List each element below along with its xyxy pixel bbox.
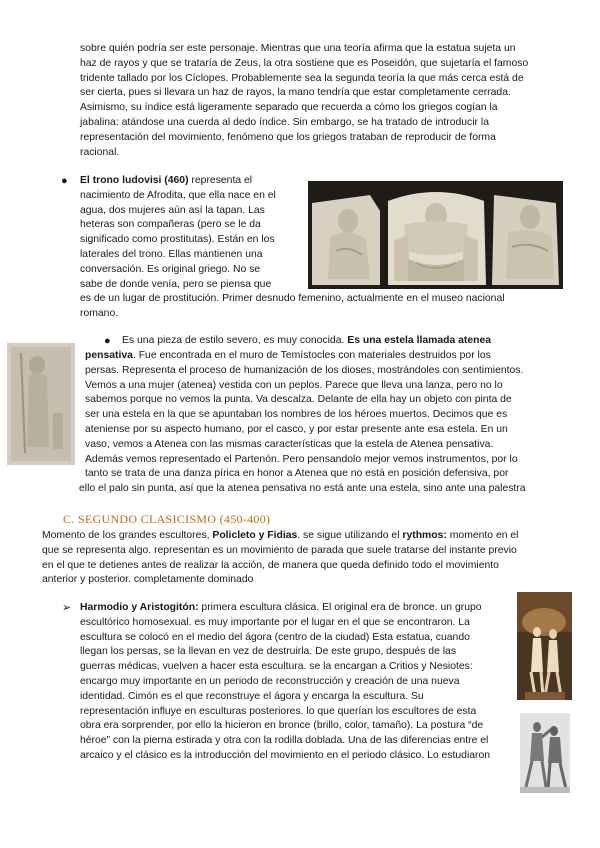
bullet-trono: ● xyxy=(61,175,68,187)
text-line: que se representa algo. representan es un movimiento de parada que suele tratarse del instante previo xyxy=(42,544,517,556)
text-line: escultórico homosexual. es muy importante por el lugar en el que se encontraron. La xyxy=(80,616,470,628)
text-line: escultura se colocó en el medio del ágora (centro de la ciudad) Esta estatua, cuando xyxy=(80,631,470,643)
estela-title: Es una estela llamada atenea xyxy=(347,335,492,346)
text-line: identidad. Cimón es el que reconstruye el ágora y encarga la escultura. Su xyxy=(80,690,424,702)
text-line: vaso, vemos a Atenea con las mismas características que la estela de Atenea pensativa. xyxy=(85,438,494,450)
statue-bw-illustration xyxy=(520,713,570,793)
text-line: laterales del trono. Ellas mantienen una xyxy=(80,248,263,260)
text-line: sobre quién podría ser este personaje. Mientras que una teoría afirma que la estatua sujeta un xyxy=(80,43,516,54)
intro-paragraph xyxy=(80,42,550,160)
harmodio-title: Harmodio y Aristogitón: xyxy=(80,602,199,613)
text-line: llegan los persas, se la llevan en vez de destruirla. De este grupo, después de las xyxy=(80,646,457,658)
text-line: Vemos a una mujer (atenea) vestida con un peplos. Parece que lleva una lanza, pero no lo xyxy=(85,379,503,391)
harmodio-museum-image xyxy=(517,592,572,700)
text-line: ser una estela en la que se apuntaban los nombres de los héroes muertos. Decimos que es xyxy=(85,409,508,421)
text-line: nacimiento de Afrodita, que ella nace en el xyxy=(80,189,276,201)
text-line: en el que te detienes antes de realizar la acción, de manera que queda definido todo el movimiento xyxy=(42,559,499,571)
bullet-estela: ● xyxy=(104,335,111,347)
text-line: obra era sorprender, por ello la hicieron en bronce (brillo, color, tamaño). La postura “de xyxy=(80,720,484,732)
text-line: tridente tallado por los Cíclopes. Probablemente sea la segunda teoría la que más cerca está de xyxy=(80,72,524,84)
text-line: Asimismo, su índice está ligeramente separado que recuerda a cómo los griegos cogían la xyxy=(80,102,498,114)
harmodio-paragraph xyxy=(80,601,510,764)
text-line: heteras son compañeras (pero se le da xyxy=(80,219,261,231)
section-c-paragraph xyxy=(42,529,562,588)
text-line: ser cierta, pues si llevara un haz de rayos, la mano tendría que estar completamente cerrada. xyxy=(80,87,511,99)
text-line: es de un lugar de prostitución. Primer desnudo femenino, actualmente en el museo nacional xyxy=(80,293,505,304)
text-line: ello el palo sin punta, así que la atenea pensativa no está ante una estela, sino ante una palestra xyxy=(79,483,526,495)
text-line: héroe” con la pierna estirada y otra con la rodilla doblada. Una de las diferencias entre el xyxy=(80,735,489,747)
trono-title: El trono ludovisi (460) xyxy=(80,175,189,186)
text-line: persas. Representa el proceso de humanización de los dioses, mostrándoles con sentimientos. xyxy=(85,364,524,376)
text-line: anterior y posterior. completamente dominado xyxy=(42,574,254,586)
text-line: sabemos porque no vemos la punta. Va descalza. Delante de ella hay un objeto con pinta de xyxy=(85,394,512,406)
text-line: significado como prostitutas). Están en los xyxy=(80,234,275,246)
text-line: ateniense por su aspecto humano, por el casco, y por estar presente ante esa estela. En un xyxy=(85,423,508,435)
text-line: Harmodio y Aristogitón: primera escultura clásica. El original era de bronce. un grupo xyxy=(80,602,482,613)
text-line: sabe de donde venía, pero se piensa que xyxy=(80,278,272,290)
atenea-pensativa-image xyxy=(7,343,75,465)
text-line: pensativa. Fue encontrada en el muro de Temístocles con materiales destruidos por los xyxy=(85,350,491,361)
statue-photo-illustration xyxy=(517,592,572,700)
section-heading: C. SEGUNDO CLASICISMO (450-400) xyxy=(63,512,271,526)
text-line: romano. xyxy=(80,307,119,319)
trono-ludovisi-image xyxy=(308,181,563,289)
trono-paragraph xyxy=(80,174,295,292)
trono-paragraph-tail xyxy=(80,292,560,322)
estela-paragraph xyxy=(79,349,565,497)
text-line: conversación. Es original griego. No se xyxy=(80,263,261,275)
text-line: guerras médicas, vuelven a hacer esta escultura. se la encargan a Critios y Nesiotes: xyxy=(80,661,473,673)
text-line: encargo muy importante en un periodo de reconstrucción y creación de una nueva xyxy=(80,675,460,687)
text-line: jabalina: atándose una cuerda al dedo índice. Sin embargo, se ha tratado de introducir la xyxy=(80,116,489,128)
harmodio-bw-image xyxy=(520,713,570,793)
estela-first-line: Es una pieza de estilo severo, es muy conocida. Es una estela llamada atenea xyxy=(122,335,492,346)
text-line: agua, dos mujeres aún así la tapan. Las xyxy=(80,204,265,216)
text-line: racional. xyxy=(80,146,120,158)
text-line: tanto se trata de una danza pírica en honor a Atenea que no está en posición defensiva, por xyxy=(85,468,509,480)
text-line: representación del movimiento, fenómeno que los griegos trataban de reproducir de forma xyxy=(80,131,496,143)
text-line: arcaico y el clásico es la introducción del movimiento en el periodo clásico. Lo estudiaron xyxy=(80,749,491,761)
bullet-harmodio: ➢ xyxy=(62,602,72,614)
relief-illustration xyxy=(308,181,563,289)
text-line: haz de rayos y que se trataría de Zeus, la otra sostiene que es Poseidón, que sujetaría el famoso xyxy=(80,57,529,69)
stele-illustration xyxy=(7,343,75,465)
text-line: representación influye en esculturas posteriores. lo que querían los escultores de esta xyxy=(80,705,477,717)
text-line: Momento de los grandes escultores, Policleto y Fidias. se sigue utilizando el rythmos: momento en el xyxy=(42,530,519,541)
text-line: Además vemos representado el Partenón. Pero pensandolo mejor vemos instrumentos, por lo xyxy=(85,453,518,465)
text-line: El trono ludovisi (460) representa el xyxy=(80,175,253,186)
